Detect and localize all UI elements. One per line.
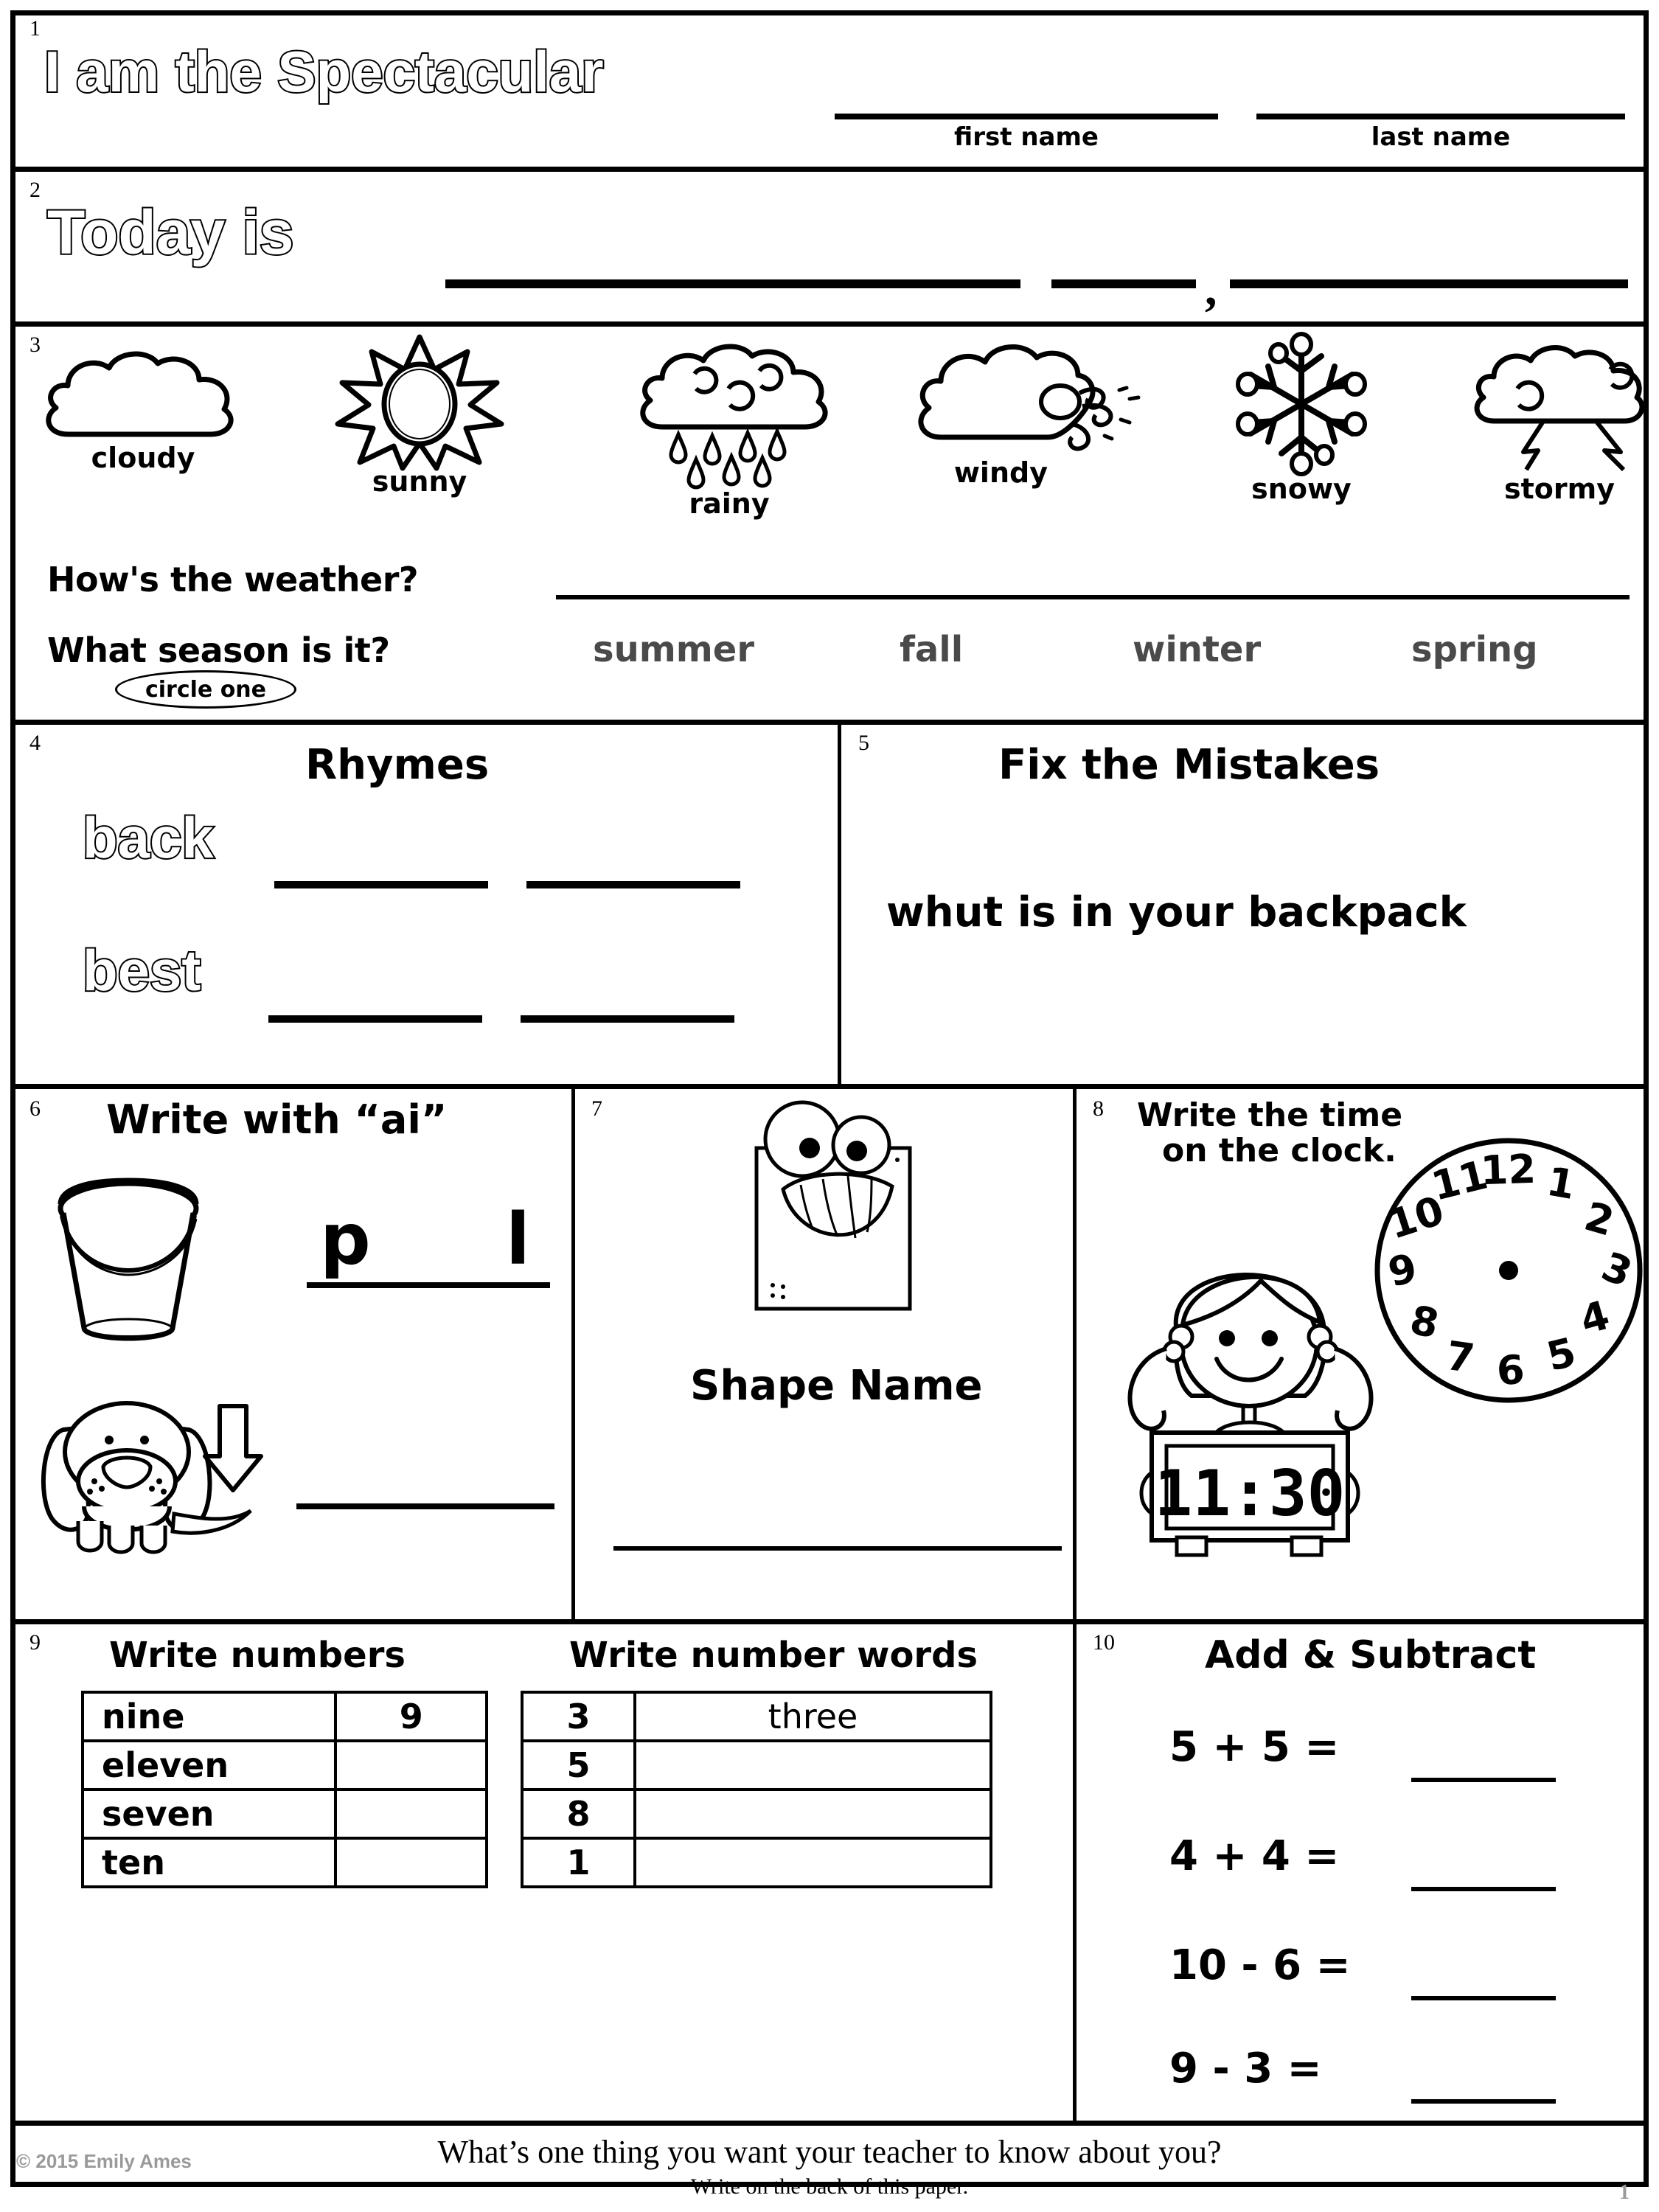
- math-problem-3: 10 - 6 =: [1169, 1941, 1351, 1989]
- number-word-cell: ten: [83, 1838, 335, 1887]
- section-numbers-and-math: [10, 1619, 1649, 2121]
- section-number-8: 8: [1093, 1096, 1104, 1121]
- weather-option-stormy[interactable]: [1467, 341, 1652, 505]
- math-answer-line-2[interactable]: [1411, 1887, 1556, 1891]
- math-problem-1: 5 + 5 =: [1169, 1723, 1340, 1771]
- weather-label-stormy: stormy: [1504, 473, 1615, 505]
- section-number-4: 4: [29, 731, 41, 755]
- svg-text:9: 9: [1384, 1245, 1422, 1296]
- section-number-2: 2: [29, 178, 41, 202]
- number-word-cell: seven: [83, 1790, 335, 1838]
- date-blank-line[interactable]: [1051, 279, 1196, 288]
- math-answer-line-4[interactable]: [1411, 2099, 1556, 2104]
- rain-cloud-icon: [630, 340, 829, 487]
- write-number-words-heading: Write number words: [569, 1635, 978, 1676]
- svg-text:1: 1: [1543, 1158, 1579, 1209]
- weather-option-windy[interactable]: [908, 338, 1152, 489]
- numeral-answer-cell[interactable]: [335, 1838, 487, 1887]
- section-name: [10, 10, 1649, 167]
- svg-text:4: 4: [1575, 1291, 1615, 1344]
- fix-mistakes-heading: Fix the Mistakes: [998, 741, 1380, 789]
- math-problem-4: 9 - 3 =: [1169, 2045, 1322, 2093]
- svg-text:2: 2: [1579, 1192, 1619, 1245]
- svg-text:6: 6: [1495, 1346, 1526, 1395]
- section-number-3: 3: [29, 333, 41, 357]
- section-number-10: 10: [1093, 1630, 1115, 1655]
- weather-label-windy: windy: [953, 456, 1048, 489]
- section-number-7: 7: [591, 1096, 602, 1121]
- add-subtract-heading: Add & Subtract: [1205, 1633, 1537, 1677]
- write-number-words-table[interactable]: [521, 1691, 992, 1888]
- smiling-square-icon: [718, 1102, 939, 1324]
- section-today-is: [10, 167, 1649, 321]
- rhymes-heading: Rhymes: [305, 741, 490, 789]
- last-name-label: last name: [1371, 122, 1511, 152]
- section-number-5: 5: [858, 731, 869, 755]
- rhyme-word-best: best: [83, 938, 201, 1003]
- number-word-answer-cell[interactable]: three: [635, 1692, 991, 1741]
- weather-option-sunny[interactable]: [335, 334, 504, 498]
- write-time-heading-line2: on the clock.: [1162, 1132, 1397, 1169]
- ai-word-blank-2[interactable]: [296, 1503, 554, 1509]
- table-row[interactable]: [522, 1741, 991, 1790]
- season-option-summer[interactable]: summer: [593, 629, 754, 670]
- season-option-winter[interactable]: winter: [1133, 629, 1262, 670]
- table-row[interactable]: [83, 1741, 487, 1790]
- first-name-label: first name: [954, 122, 1099, 152]
- footer-instruction: Write on the back of this paper.: [690, 2174, 969, 2199]
- weather-label-sunny: sunny: [372, 465, 467, 498]
- number-word-cell: nine: [83, 1692, 335, 1741]
- rhyme-word-back: back: [83, 805, 214, 870]
- shape-name-blank[interactable]: [613, 1546, 1062, 1551]
- section-rhymes-and-mistakes: [10, 720, 1649, 1084]
- day-blank-line[interactable]: [445, 279, 1020, 288]
- weather-option-cloudy[interactable]: [40, 347, 246, 474]
- page-number: 1: [1619, 2181, 1630, 2204]
- weather-option-rainy[interactable]: [630, 340, 829, 520]
- number-word-cell: eleven: [83, 1741, 335, 1790]
- weather-question-label: How's the weather?: [47, 560, 419, 599]
- number-word-answer-cell[interactable]: [635, 1741, 991, 1790]
- dog-tail-icon: [32, 1384, 276, 1554]
- section-number-6: 6: [29, 1096, 41, 1121]
- svg-text:12: 12: [1479, 1145, 1537, 1194]
- analog-clock-face-icon: [1368, 1130, 1649, 1411]
- divider-9-10: [1073, 1624, 1077, 2121]
- pail-icon: [41, 1170, 211, 1354]
- copyright-notice: © 2015 Emily Ames: [16, 2150, 192, 2172]
- snowflake-icon: [1217, 334, 1386, 474]
- last-name-line[interactable]: [1256, 114, 1625, 119]
- ai-word-blank-1[interactable]: [307, 1282, 550, 1288]
- numeral-cell: 5: [522, 1741, 635, 1790]
- svg-text:8: 8: [1405, 1296, 1443, 1348]
- divider-4-5: [838, 725, 841, 1084]
- numeral-cell: 1: [522, 1838, 635, 1887]
- date-comma: ,: [1205, 262, 1217, 316]
- svg-text:3: 3: [1595, 1242, 1639, 1297]
- section-number-9: 9: [29, 1630, 41, 1655]
- cloud-icon: [40, 347, 246, 443]
- number-word-answer-cell[interactable]: [635, 1790, 991, 1838]
- section-number-1: 1: [29, 16, 41, 41]
- weather-option-snowy[interactable]: [1217, 334, 1386, 505]
- footer: [10, 2121, 1649, 2199]
- circle-one-hint: circle one: [115, 670, 296, 709]
- table-row[interactable]: [522, 1790, 991, 1838]
- footer-question: What’s one thing you want your teacher to know about you?: [437, 2134, 1222, 2170]
- write-time-heading-line1: Write the time: [1137, 1096, 1403, 1134]
- math-answer-line-1[interactable]: [1411, 1778, 1556, 1782]
- table-row[interactable]: [522, 1692, 991, 1741]
- season-option-fall[interactable]: fall: [900, 629, 964, 670]
- svg-text:7: 7: [1443, 1332, 1478, 1382]
- numeral-cell: 8: [522, 1790, 635, 1838]
- weather-label-snowy: snowy: [1251, 473, 1352, 505]
- rhyme-back-line-2[interactable]: [526, 881, 740, 888]
- rhyme-best-line-1[interactable]: [268, 1015, 482, 1023]
- numeral-answer-cell[interactable]: 9: [335, 1692, 487, 1741]
- table-row[interactable]: [83, 1838, 487, 1887]
- ai-word-prompt-l: l: [506, 1198, 530, 1281]
- today-is-label: Today is: [47, 198, 294, 267]
- weather-answer-line[interactable]: [556, 595, 1630, 599]
- write-numbers-table[interactable]: [81, 1691, 488, 1888]
- sun-icon: [335, 334, 504, 470]
- weather-label-cloudy: cloudy: [91, 442, 195, 474]
- first-name-line[interactable]: [835, 114, 1218, 119]
- shape-name-label: Shape Name: [690, 1362, 983, 1410]
- number-word-answer-cell[interactable]: [635, 1838, 991, 1887]
- section-ai-shape-time: [10, 1084, 1649, 1619]
- write-numbers-heading: Write numbers: [109, 1635, 406, 1676]
- math-answer-line-3[interactable]: [1411, 1996, 1556, 2000]
- fix-mistakes-sentence[interactable]: whut is in your backpack: [886, 888, 1467, 936]
- wind-cloud-icon: [908, 338, 1152, 456]
- table-row[interactable]: [83, 1692, 487, 1741]
- year-blank-line[interactable]: [1230, 279, 1628, 288]
- math-problem-2: 4 + 4 =: [1169, 1832, 1340, 1880]
- numeral-cell: 3: [522, 1692, 635, 1741]
- weather-label-rainy: rainy: [689, 487, 770, 520]
- table-row[interactable]: [522, 1838, 991, 1887]
- rhyme-best-line-2[interactable]: [521, 1015, 734, 1023]
- storm-cloud-icon: [1467, 341, 1652, 470]
- write-with-ai-heading: Write with “ai”: [106, 1096, 448, 1143]
- season-option-spring[interactable]: spring: [1411, 629, 1538, 670]
- svg-text:11: 11: [1427, 1151, 1492, 1210]
- svg-text:10: 10: [1382, 1186, 1450, 1248]
- table-row[interactable]: [83, 1790, 487, 1838]
- numeral-answer-cell[interactable]: [335, 1790, 487, 1838]
- girl-with-clock-icon: [1109, 1214, 1389, 1561]
- svg-text:5: 5: [1542, 1328, 1581, 1381]
- numeral-answer-cell[interactable]: [335, 1741, 487, 1790]
- divider-6-7: [571, 1089, 575, 1619]
- page-title: I am the Spectacular: [44, 39, 604, 104]
- divider-7-8: [1073, 1089, 1077, 1619]
- rhyme-back-line-1[interactable]: [274, 881, 488, 888]
- season-question-label: What season is it?: [47, 630, 390, 670]
- section-weather: [10, 321, 1649, 720]
- digital-time-text: 11:30: [1154, 1457, 1346, 1531]
- ai-word-prompt-p: p: [320, 1198, 371, 1281]
